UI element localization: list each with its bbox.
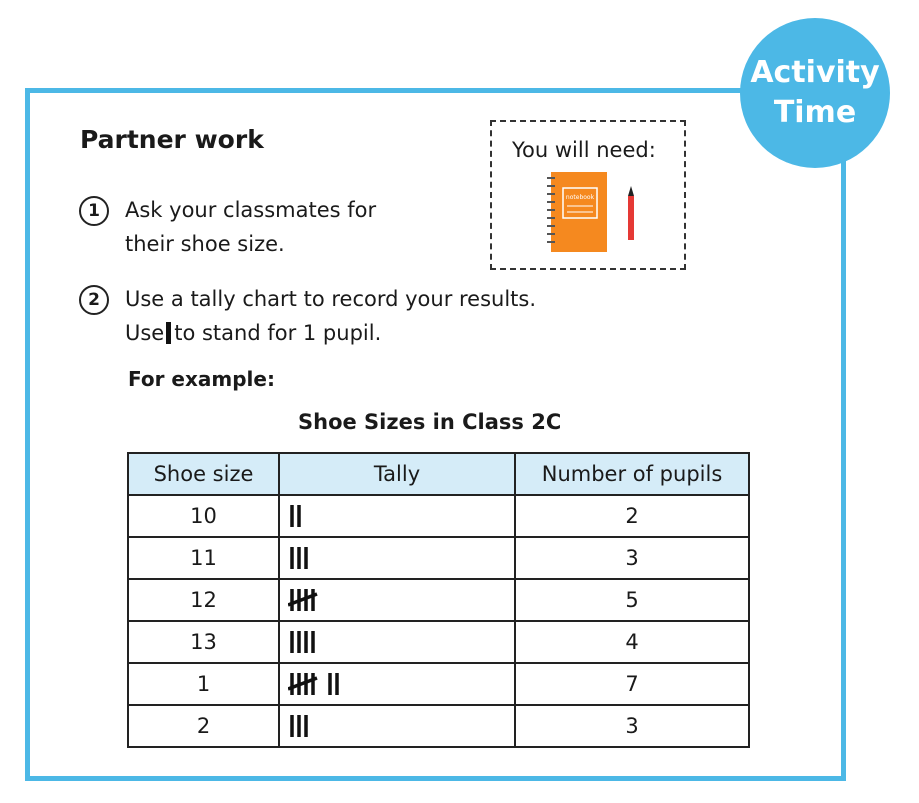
header-shoe-size: Shoe size — [128, 453, 279, 495]
tally-marks-icon — [288, 501, 408, 531]
badge-line-2: Time — [773, 95, 857, 130]
step-2-line-2-after: to stand for 1 pupil. — [174, 321, 382, 345]
tally-marks-icon — [288, 669, 408, 699]
cell-number-of-pupils: 2 — [515, 495, 749, 537]
you-will-need-box — [490, 120, 686, 270]
table-row — [128, 537, 749, 579]
page-title: Partner work — [80, 125, 264, 154]
header-number-of-pupils: Number of pupils — [515, 453, 749, 495]
cell-tally — [279, 621, 515, 663]
tally-chart-table — [127, 452, 750, 748]
cell-number-of-pupils: 4 — [515, 621, 749, 663]
badge-line-1: Activity — [750, 55, 880, 90]
step-1-text — [125, 193, 376, 261]
table-row — [128, 579, 749, 621]
step-1-line-1: Ask your classmates for — [125, 198, 377, 222]
cell-shoe-size: 2 — [128, 705, 279, 747]
tally-mark-icon — [166, 322, 171, 344]
cell-tally — [279, 537, 515, 579]
cell-tally — [279, 495, 515, 537]
tally-marks-icon — [288, 543, 408, 573]
header-tally: Tally — [279, 453, 515, 495]
table-header-row — [128, 453, 749, 495]
cell-number-of-pupils: 3 — [515, 537, 749, 579]
table-title: Shoe Sizes in Class 2C — [298, 410, 562, 434]
step-1-line-2: their shoe size. — [125, 232, 285, 256]
step-2-number: 2 — [79, 285, 109, 315]
cell-shoe-size: 11 — [128, 537, 279, 579]
tally-marks-icon — [288, 585, 408, 615]
step-2-line-1: Use a tally chart to record your results. — [125, 287, 537, 311]
table-row — [128, 705, 749, 747]
step-2-text — [125, 282, 536, 350]
table-row — [128, 621, 749, 663]
cell-number-of-pupils: 5 — [515, 579, 749, 621]
tally-marks-icon — [288, 711, 408, 741]
activity-time-badge — [740, 18, 890, 168]
example-label: For example: — [128, 367, 275, 391]
cell-shoe-size: 12 — [128, 579, 279, 621]
notebook-icon — [545, 172, 607, 252]
cell-tally — [279, 663, 515, 705]
step-1-number: 1 — [79, 196, 109, 226]
step-2-line-2 — [125, 316, 536, 350]
pencil-icon — [626, 186, 636, 240]
cell-shoe-size: 1 — [128, 663, 279, 705]
notebook-cover-text: notebook — [565, 194, 595, 201]
cell-shoe-size: 10 — [128, 495, 279, 537]
cell-number-of-pupils: 7 — [515, 663, 749, 705]
table-row — [128, 495, 749, 537]
cell-tally — [279, 705, 515, 747]
cell-shoe-size: 13 — [128, 621, 279, 663]
you-will-need-label: You will need: — [512, 138, 656, 162]
tally-marks-icon — [288, 627, 408, 657]
step-2-line-2-before: Use — [125, 321, 165, 345]
table-row — [128, 663, 749, 705]
cell-number-of-pupils: 3 — [515, 705, 749, 747]
cell-tally — [279, 579, 515, 621]
